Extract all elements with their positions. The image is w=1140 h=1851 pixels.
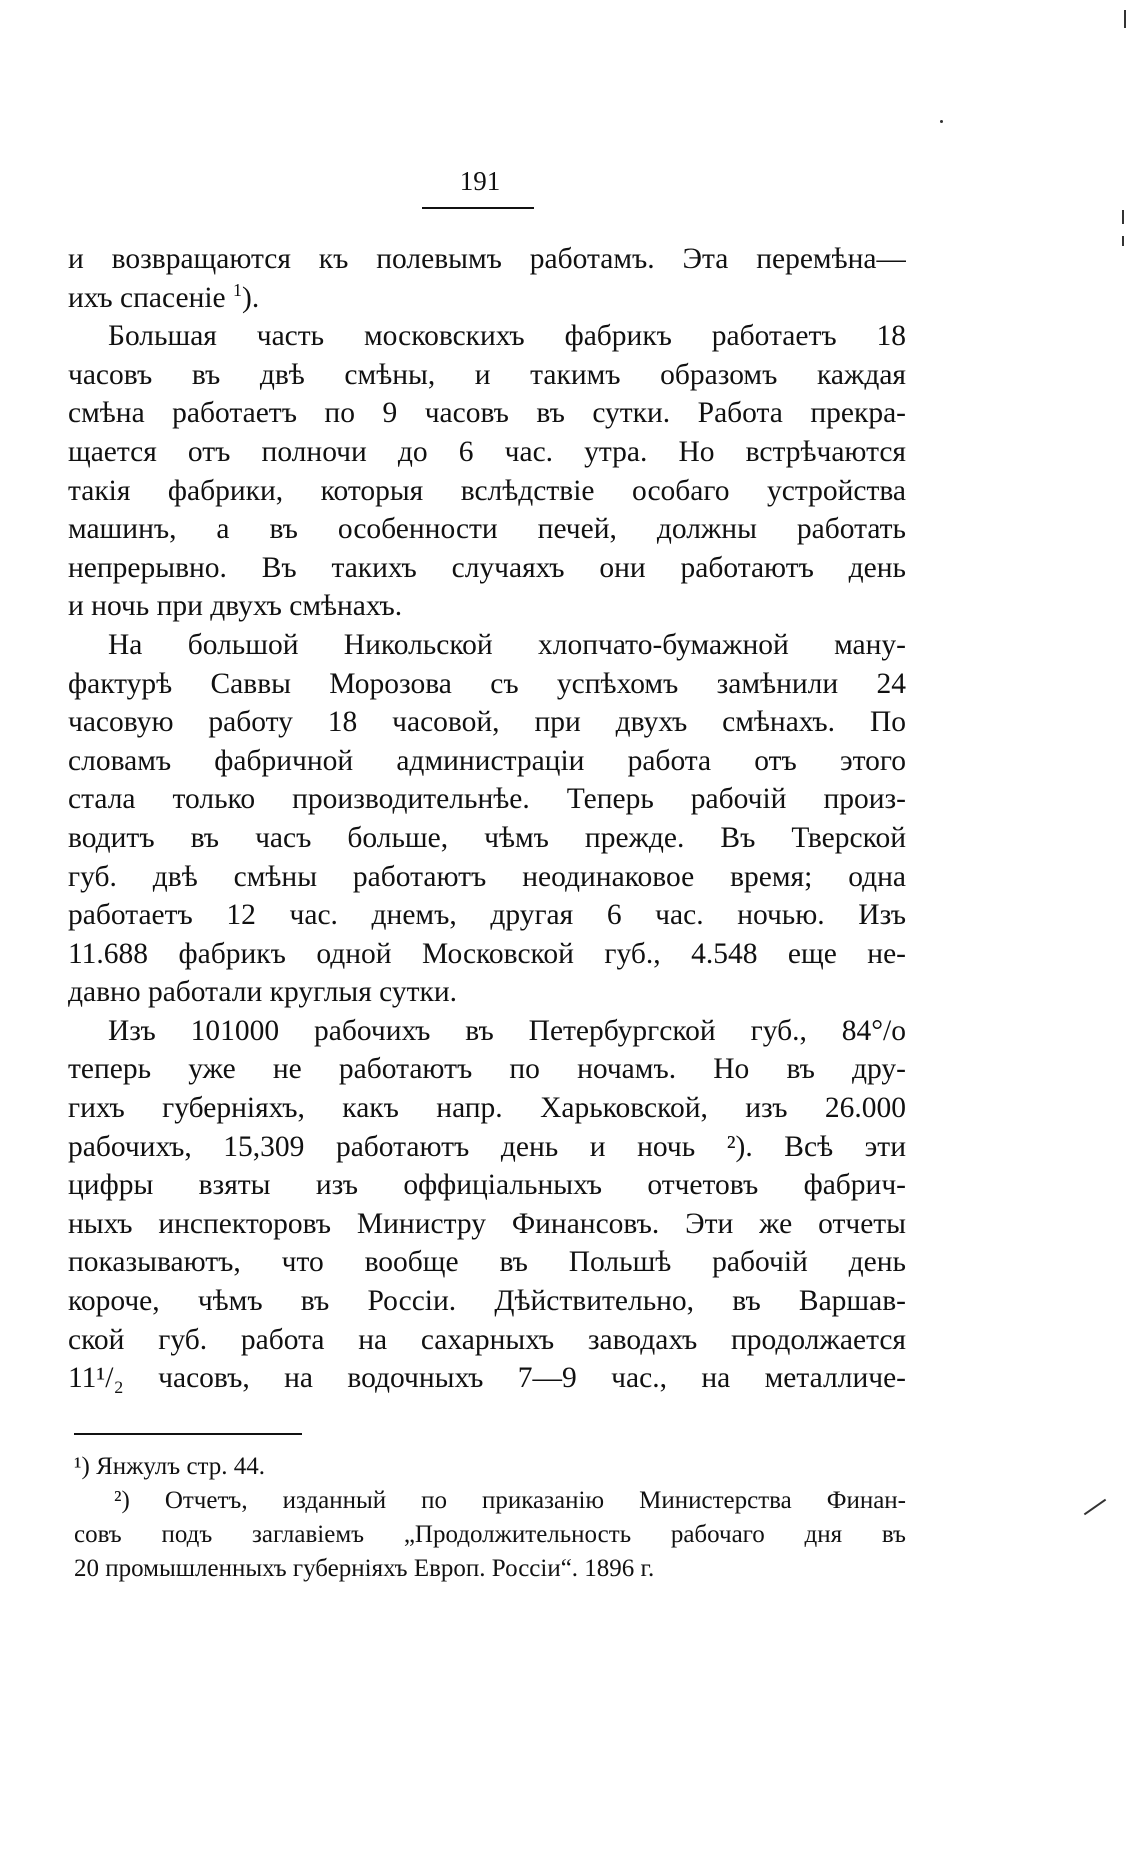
footnote-line: совъ подъ заглавіемъ „Продолжительность рабочаго дня въ [74, 1521, 906, 1548]
paragraph [68, 1012, 906, 1398]
page-number-rule [422, 207, 534, 209]
text-line: теперь уже не работаютъ по ночамъ. Но въ дру- [68, 1053, 906, 1086]
body-text [68, 240, 906, 1398]
text-line [68, 279, 906, 318]
scan-speck [940, 120, 943, 123]
footnote-rule [74, 1433, 302, 1435]
footnote-line: ¹) Янжулъ стр. 44. [74, 1453, 266, 1480]
text-line: и ночь при двухъ смѣнахъ. [68, 590, 403, 623]
page-number: 191 [459, 166, 501, 196]
text-line: часовую работу 18 часовой, при двухъ смѣнахъ. По [68, 706, 906, 739]
text-line: такія фабрики, которыя вслѣдствіе особаго устройства [68, 474, 906, 507]
text-line: часовъ въ двѣ смѣны, и такимъ образомъ каждая [68, 358, 906, 391]
text-line: и возвращаются къ полевымъ работамъ. Эта перемѣна— [68, 243, 906, 275]
paragraph [68, 240, 906, 317]
text-line: работаетъ 12 час. днемъ, другая 6 час. ночью. Изъ [68, 899, 906, 932]
text-line: 11¹/₂ часовъ, на водочныхъ 7—9 час., на металличе- [68, 1362, 906, 1395]
text-line: 11.688 фабрикъ одной Московской губ., 4.548 еще не- [68, 937, 906, 970]
footnote-line: 20 промышленныхъ губерніяхъ Европ. Россіи“. 1896 г. [74, 1555, 655, 1582]
text-line: ской губ. работа на сахарныхъ заводахъ продолжается [68, 1323, 906, 1356]
footnote-ref: 1 [233, 279, 243, 300]
scan-speck [1122, 236, 1124, 246]
text-line: ныхъ инспекторовъ Министру Финансовъ. Эти же отчеты [68, 1207, 906, 1240]
text-line: машинъ, а въ особенности печей, должны работать [68, 513, 906, 546]
text-line: водитъ въ часъ больше, чѣмъ прежде. Въ Тверской [68, 821, 906, 854]
text-line: Большая часть московскихъ фабрикъ работаетъ 18 [108, 320, 906, 353]
footnote [74, 1450, 906, 1484]
text-line: словамъ фабричной администраціи работа отъ этого [68, 744, 906, 777]
footnote [74, 1484, 906, 1586]
text-line: цифры взяты изъ оффиціальныхъ отчетовъ фабрич- [68, 1169, 906, 1202]
text-line: фактурѣ Саввы Морозова съ успѣхомъ замѣнили 24 [68, 667, 906, 700]
text-line: На большой Никольской хлопчато-бумажной ману- [108, 628, 906, 661]
text-fragment: ихъ спасеніе [68, 281, 234, 314]
text-line: Изъ 101000 рабочихъ въ Петербургской губ., 84°/o [108, 1014, 906, 1047]
text-line: рабочихъ, 15,309 работаютъ день и ночь ²). Всѣ эти [68, 1130, 906, 1163]
text-line: смѣна работаетъ по 9 часовъ въ сутки. Работа прекра- [68, 397, 906, 430]
text-line: стала только производительнѣе. Теперь рабочій произ- [68, 783, 906, 816]
text-fragment: ). [242, 281, 260, 314]
text-line: показываютъ, что вообще въ Польшѣ рабочій день [68, 1246, 906, 1279]
scan-speck [1124, 10, 1126, 28]
scan-speck [1084, 1499, 1106, 1516]
text-line: щается отъ полночи до 6 час. утра. Но встрѣчаются [68, 435, 906, 468]
text-line: губ. двѣ смѣны работаютъ неодинаковое время; одна [68, 860, 906, 893]
scan-speck [1122, 210, 1124, 224]
text-line: давно работали круглыя сутки. [68, 976, 458, 1009]
footnote-line: ²) Отчетъ, изданный по приказанію Министерства Финан- [114, 1487, 906, 1514]
paragraph [68, 317, 906, 626]
footnotes [74, 1450, 906, 1586]
text-line: гихъ губерніяхъ, какъ напр. Харьковской, изъ 26.000 [68, 1092, 906, 1125]
text-line: короче, чѣмъ въ Россіи. Дѣйствительно, въ Варшав- [68, 1285, 906, 1318]
paragraph [68, 626, 906, 1012]
text-line: непрерывно. Въ такихъ случаяхъ они работаютъ день [68, 551, 906, 584]
